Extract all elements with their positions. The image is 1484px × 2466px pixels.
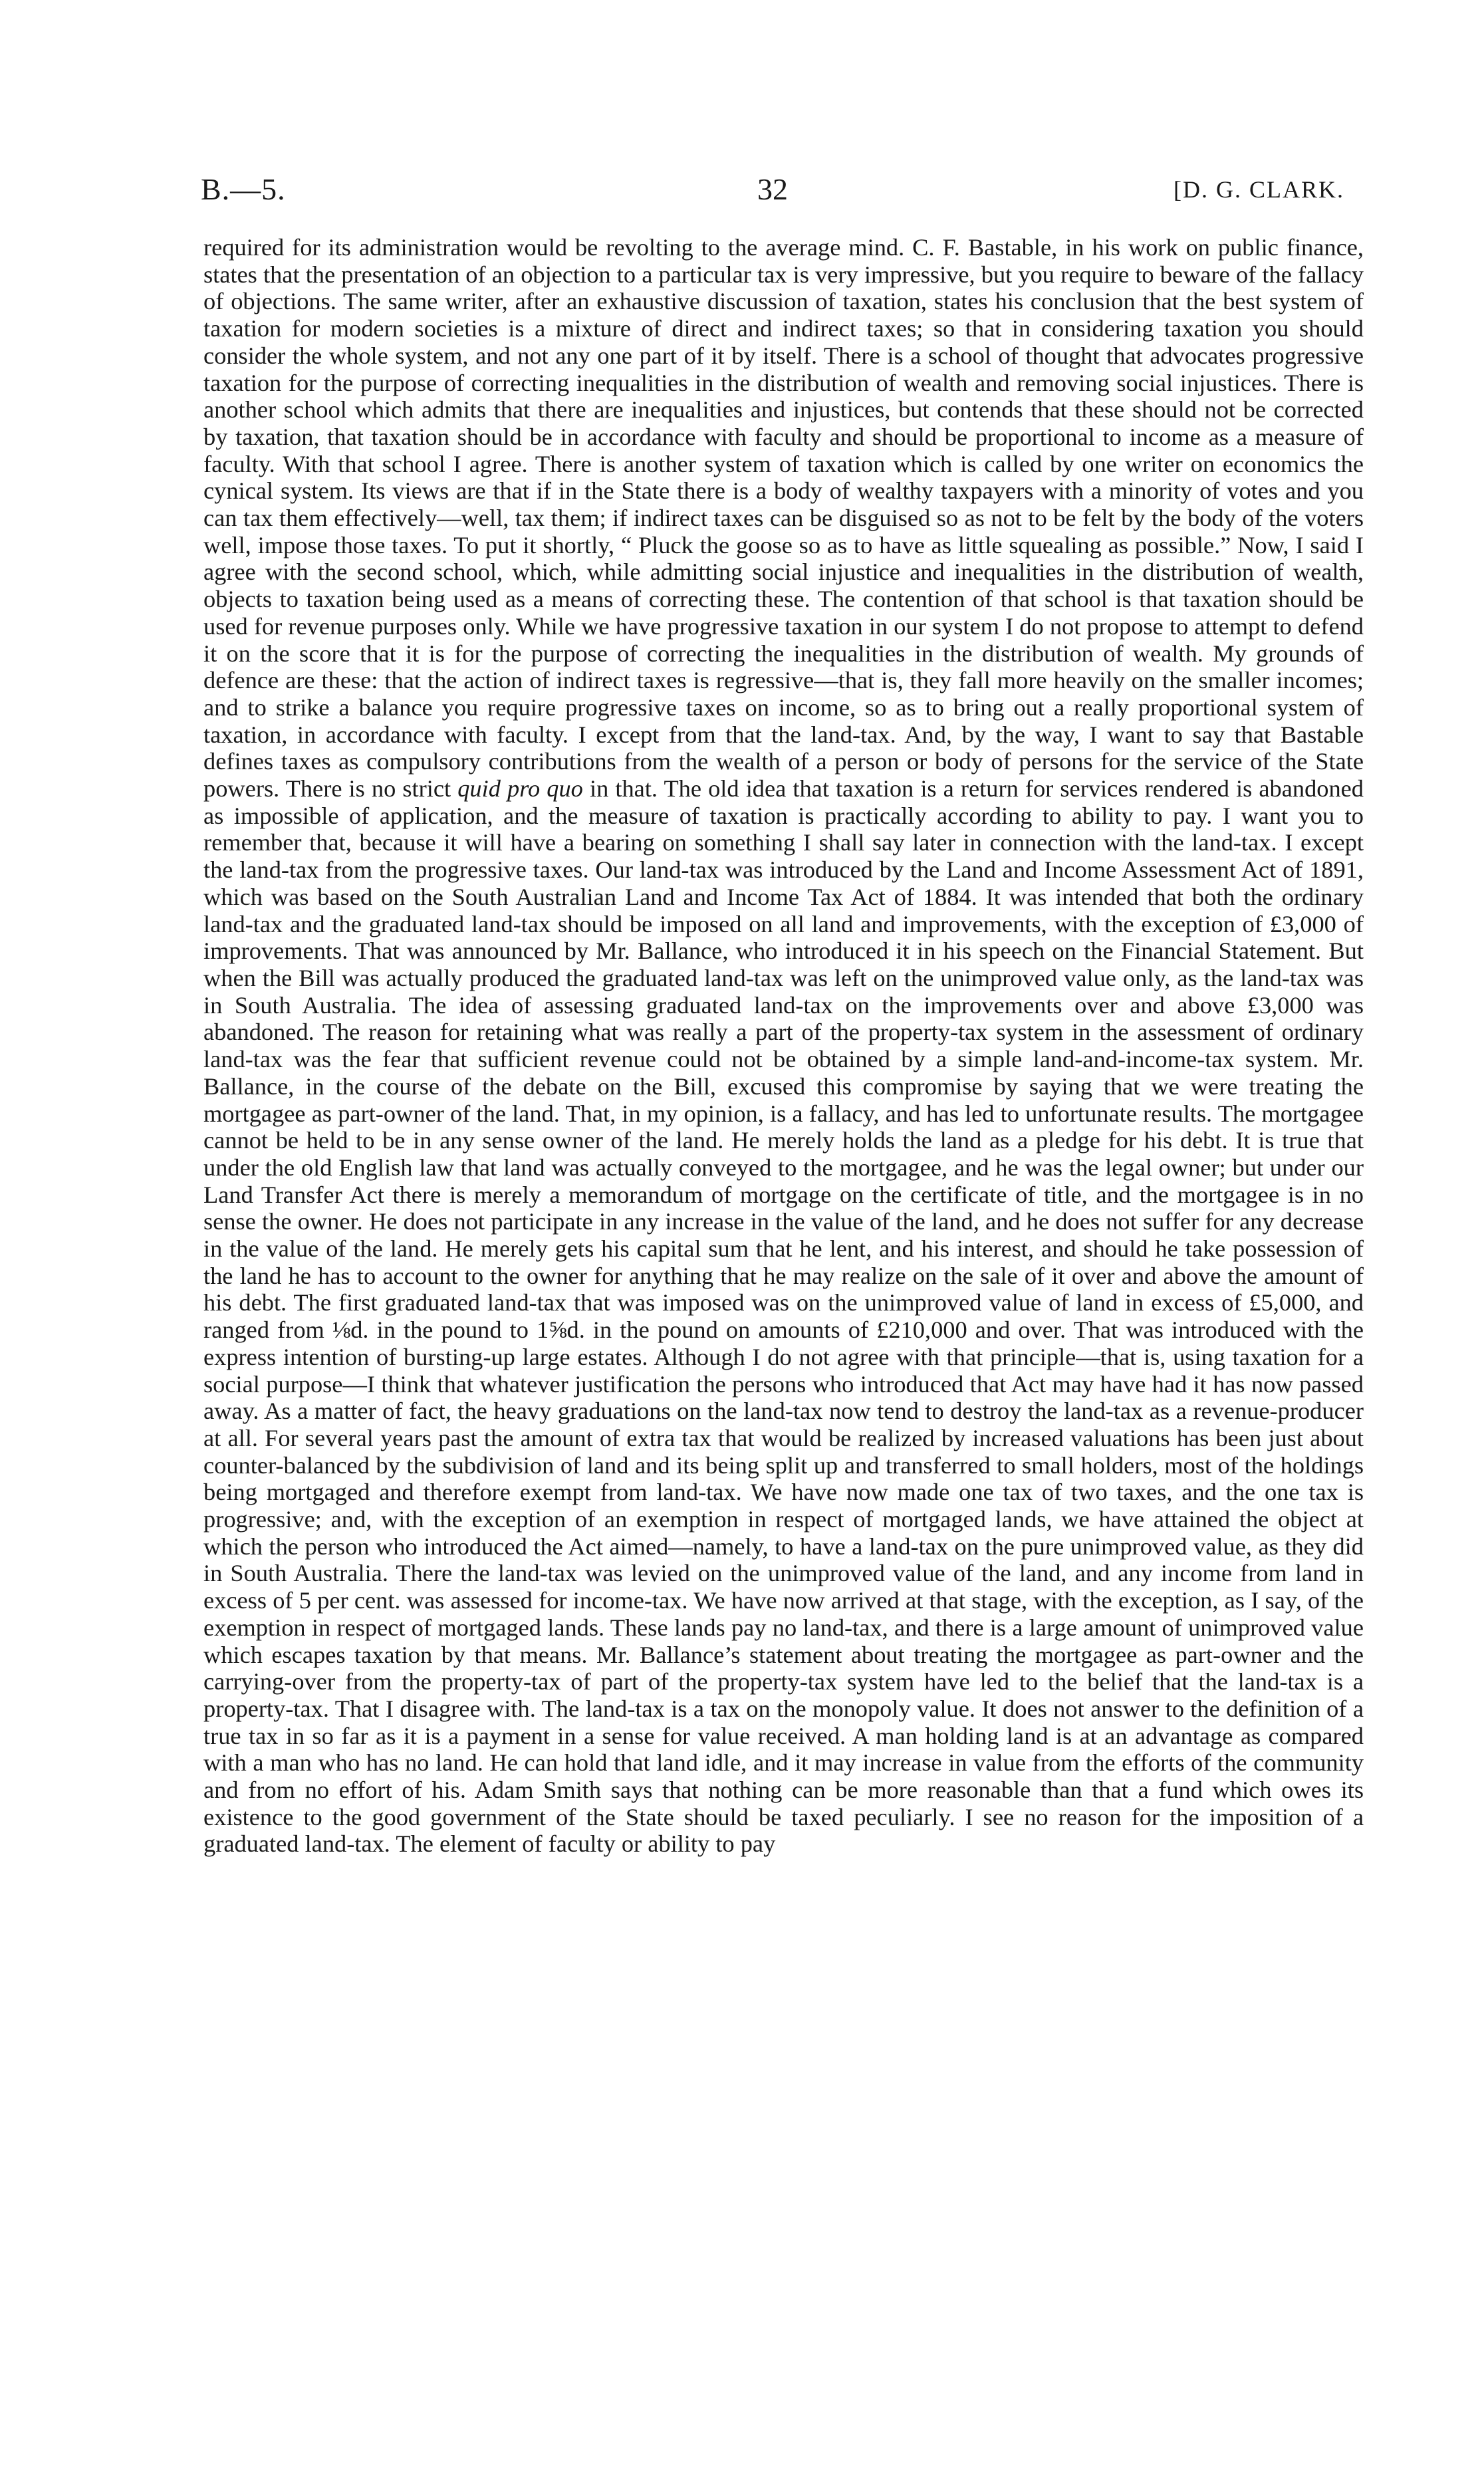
- page-number: 32: [757, 172, 788, 206]
- body-text-part-1: required for its administration would be revolting to the average mind. C. F. Bastable, in his work on public finance, states that the presentation of an objection to a particular tax is very impressive, but you require to beware of the fallacy of objections. The same writer, after an exhaustive discussion of taxation, states his conclusion that the best system of taxation for modern societies is a mixture of direct and indirect taxes; so that in considering taxation you should consider the whole system, and not any one part of it by itself. There is a school of thought that advocates progressive taxation for the purpose of correcting inequalities in the distribution of wealth and removing social injustices. There is another school which admits that there are inequalities and injustices, but contends that these should not be corrected by taxation, that taxation should be in accordance with faculty and should be proportional to income as a measure of faculty. With that school I agree. There is another system of taxation which is called by one writer on economics the cynical system. Its views are that if in the State there is a body of wealthy taxpayers with a minority of votes and you can tax them effectively—well, tax them; if indirect taxes can be disguised so as not to be felt by the body of the voters well, impose those taxes. To put it shortly, “ Pluck the goose so as to have as little squealing as possible.” Now, I said I agree with the second school, which, while admitting social injustice and inequalities in the distribution of wealth, objects to taxation being used as a means of correcting these. The contention of that school is that taxation should be used for revenue purposes only. While we have progressive taxation in our system I do not propose to attempt to defend it on the score that it is for the purpose of correcting the inequalities in the distribution of wealth. My grounds of defence are these: that the action of indirect taxes is regressive—that is, they fall more heavily on the smaller incomes; and to strike a balance you require progressive taxes on income, so as to bring out a really proportional system of taxation, in accordance with faculty. I except from that the land-tax. And, by the way, I want to say that Bastable defines taxes as compulsory contributions from the wealth of a person or body of persons for the service of the State powers. There is no strict: [203, 234, 1364, 802]
- italic-phrase: quid pro quo: [457, 775, 583, 802]
- document-reference: B.—5.: [201, 172, 286, 206]
- body-text-part-2: in that. The old idea that taxation is a return for services rendered is abandoned as impossible of application, and the measure of taxation is practically according to ability to pay. I want you to remember that, because it will have a bearing on something I shall say later in connection with the land-tax. I except the land-tax from the progressive taxes. Our land-tax was introduced by the Land and Income Assessment Act of 1891, which was based on the South Australian Land and Income Tax Act of 1884. It was intended that both the ordinary land-tax and the graduated land-tax should be imposed on all land and improvements, with the exception of £3,000 of improvements. That was announced by Mr. Ballance, who introduced it in his speech on the Financial Statement. But when the Bill was actually produced the graduated land-tax was left on the unimproved value only, as the land-tax was in South Australia. The idea of assessing graduated land-tax on the improvements over and above £3,000 was abandoned. The reason for retaining what was really a part of the property-tax system in the assessment of ordinary land-tax was the fear that sufficient revenue could not be obtained by a simple land-and-income-tax system. Mr. Ballance, in the course of the debate on the Bill, excused this compromise by saying that we were treating the mortgagee as part-owner of the land. That, in my opinion, is a fallacy, and has led to unfortunate results. The mortgagee cannot be held to be in any sense owner of the land. He merely holds the land as a pledge for his debt. It is true that under the old English law that land was actually conveyed to the mortgagee, and he was the legal owner; but under our Land Transfer Act there is merely a memorandum of mortgage on the certificate of title, and the mortgagee is in no sense the owner. He does not participate in any increase in the value of the land, and he does not suffer for any decrease in the value of the land. He merely gets his capital sum that he lent, and his interest, and should he take possession of the land he has to account to the owner for anything that he may realize on the sale of it over and above the amount of his debt. The first graduated land-tax that was imposed was on the unimproved value of land in excess of £5,000, and ranged from ⅛d. in the pound to 1⅝d. in the pound on amounts of £210,000 and over. That was introduced with the express intention of bursting-up large estates. Although I do not agree with that principle—that is, using taxation for a social purpose—I think that whatever justification the persons who introduced that Act may have had it has now passed away. As a matter of fact, the heavy graduations on the land-tax now tend to destroy the land-tax as a revenue-producer at all. For several years past the amount of extra tax that would be realized by increased valuations has been just about counter-balanced by the subdivision of land and its being split up and transferred to small holders, most of the holdings being mortgaged and therefore exempt from land-tax. We have now made one tax of two taxes, and the one tax is progressive; and, with the exception of an exemption in respect of mortgaged lands, we have attained the object at which the person who introduced the Act aimed—namely, to have a land-tax on the pure unimproved value, as they did in South Australia. There the land-tax was levied on the unimproved value of the land, and any income from land in excess of 5 per cent. was assessed for income-tax. We have now arrived at that stage, with the exception, as I say, of the exemption in respect of mortgaged lands. These lands pay no land-tax, and there is a large amount of unimproved value which escapes taxation by that means. Mr. Ballance’s statement about treating the mortgagee as part-owner and the carrying-over from the property-tax of part of the property-tax system have led to the belief that the land-tax is a property-tax. That I disagree with. The land-tax is a tax on the monopoly value. It does not answer to the definition of a true tax in so far as it is a payment in a sense for value received. A man holding land is at an advantage as compared with a man who has no land. He can hold that land idle, and it may increase in value from the efforts of the community and from no effort of his. Adam Smith says that nothing can be more reasonable than that a fund which owes its existence to the good government of the State should be taxed peculiarly. I see no reason for the imposition of a graduated land-tax. The element of faculty or ability to pay: [203, 775, 1364, 1858]
- body-paragraph: [203, 234, 1364, 1858]
- page-header: [201, 166, 1344, 213]
- body-text: [203, 234, 1364, 1858]
- speaker-name: [D. G. CLARK.: [1174, 176, 1344, 203]
